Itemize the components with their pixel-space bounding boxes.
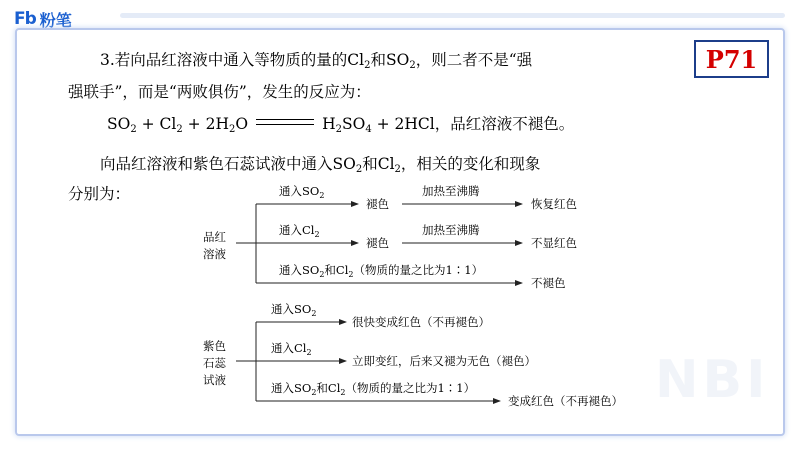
d1-row2-mid: 褪色 bbox=[366, 236, 389, 250]
d1-row2-result: 不显红色 bbox=[531, 236, 577, 250]
d2-source-label: 紫色 石蕊 试液 bbox=[203, 339, 226, 387]
d1-row3-condition: 通入$SO_2$和$Cl_2$（物质的量之比为1∶1） bbox=[279, 263, 484, 279]
d2-row2-result: 立即变红，后来又褪为无色（褪色） bbox=[352, 354, 536, 368]
d1-row1-condition: 通入$SO_2$ bbox=[279, 184, 325, 200]
paragraph-line-1: 3.若向品红溶液中通入等物质的量的$Cl_2$和$SO_2$，则二者不是“强 bbox=[100, 51, 533, 71]
paragraph-line-4: 向品红溶液和紫色石蕊试液中通入$SO_2$和$Cl_2$，相关的变化和现象 bbox=[100, 155, 541, 175]
paragraph-line-5: 分别为： bbox=[68, 185, 131, 203]
logo-mark: Fb bbox=[14, 9, 36, 29]
logo-text: 粉笔 bbox=[39, 10, 72, 30]
d1-row2-condition: 通入$Cl_2$ bbox=[279, 223, 320, 239]
d1-source-label: 品红 溶液 bbox=[203, 230, 226, 261]
d2-row1-result: 很快变成红色（不再褪色） bbox=[352, 315, 490, 329]
page-badge: P71 bbox=[694, 40, 769, 78]
d2-row3-result: 变成红色（不再褪色） bbox=[508, 394, 623, 408]
d2-row2-condition: 通入$Cl_2$ bbox=[271, 341, 312, 357]
d1-row3-result: 不褪色 bbox=[531, 276, 566, 290]
paragraph-line-2: 强联手”，而是“两败俱伤”，发生的反应为： bbox=[68, 83, 371, 101]
watermark: NBI bbox=[655, 350, 770, 410]
d2-row3-condition: 通入$SO_2$和$Cl_2$（物质的量之比为1∶1） bbox=[271, 381, 476, 397]
d1-row1-condition2: 加热至沸腾 bbox=[422, 184, 480, 198]
d2-row1-condition: 通入$SO_2$ bbox=[271, 302, 317, 318]
d1-row1-result: 恢复红色 bbox=[531, 197, 577, 211]
d1-row1-mid: 褪色 bbox=[366, 197, 389, 211]
d1-row2-condition2: 加热至沸腾 bbox=[422, 223, 480, 237]
reaction-equation: $SO_2 + Cl_2 + 2H_2O$ $H_2SO_4 + 2HCl$，品红溶液不褪色。 bbox=[107, 115, 575, 135]
